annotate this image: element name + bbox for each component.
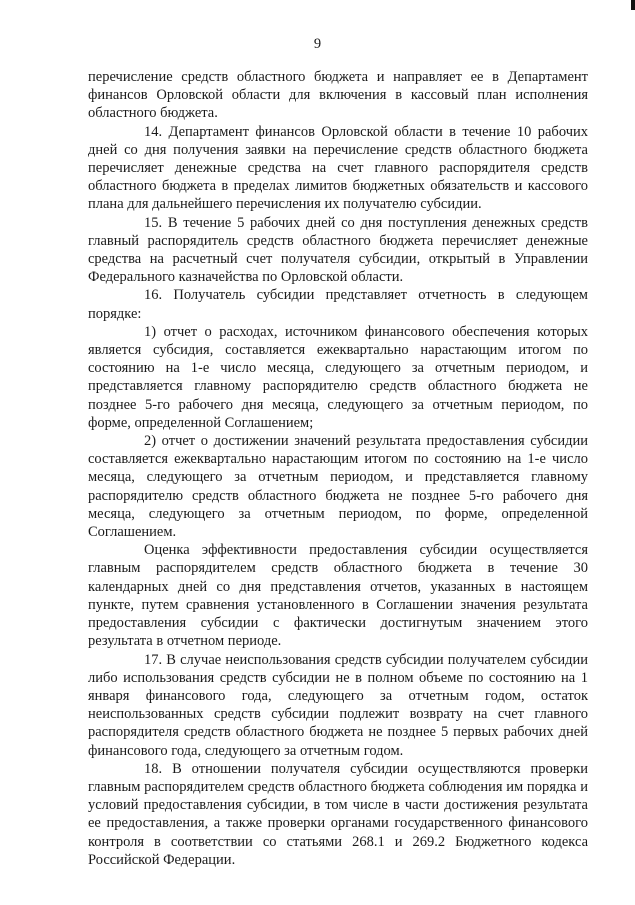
paragraph-clause-15: 15. В течение 5 рабочих дней со дня поступления денежных средств главный распорядитель средств областного бюджета перечисляет денежные средства на расчетный счет получателя субсидии, открытый в Управлении Федерального казначейства по Орловской области. xyxy=(88,214,588,286)
scan-corner-mark xyxy=(631,0,635,10)
paragraph-clause-17: 17. В случае неиспользования средств субсидии получателем субсидии либо использования средств субсидии не в полном объеме по состоянию на 1 января финансового года, следующего за отчетным годом, остаток неиспользованных средств субсидии подлежит возврату на счет главного распорядителя средств областного бюджета не позднее 5 первых рабочих дней финансового года, следующего за отчетным годом. xyxy=(88,651,588,759)
paragraph-clause-16-item-2: 2) отчет о достижении значений результата предоставления субсидии составляется ежеквартально нарастающим итогом по состоянию на 1-е число месяца, следующего за отчетным периодом, и представляется главному распорядителю средств областного бюджета не позднее 5-го рабочего дня месяца, следующего за отчетным периодом, по форме, определенной Соглашением. xyxy=(88,433,588,541)
paragraph-continuation: перечисление средств областного бюджета и направляет ее в Департамент финансов Орловской области для включения в кассовый план исполнения областного бюджета. xyxy=(88,69,588,122)
paragraph-clause-14: 14. Департамент финансов Орловской области в течение 10 рабочих дней со дня получения заявки на перечисление средств областного бюджета перечисляет денежные средства на счет главного распорядителя средств областного бюджета в пределах лимитов бюджетных обязательств и кассового плана для дальнейшего перечисления их получателю субсидии. xyxy=(88,123,588,213)
paragraph-evaluation: Оценка эффективности предоставления субсидии осуществляется главным распорядителем средств областного бюджета в течение 30 календарных дней со дня представления отчетов, указанных в настоящем пункте, путем сравнения установленного в Соглашении значения результата предоставления субсидии с фактически достигнутым значением этого результата в отчетном периоде. xyxy=(88,542,588,650)
page-number: 9 xyxy=(313,36,322,52)
paragraph-clause-18: 18. В отношении получателя субсидии осуществляются проверки главным распорядителем средств областного бюджета соблюдения им порядка и условий предоставления субсидии, в том числе в части достижения результата ее предоставления, а также проверки органами государственного финансового контроля в соответствии со статьями 268.1 и 269.2 Бюджетного кодекса Российской Федерации. xyxy=(88,760,588,868)
paragraph-clause-16-item-1: 1) отчет о расходах, источником финансового обеспечения которых является субсидия, составляется ежеквартально нарастающим итогом по состоянию на 1-е число месяца, следующего за отчетным периодом, и представляется главному распорядителю средств областного бюджета не позднее 5-го рабочего дня месяца, следующего за отчетным периодом, по форме, определенной Соглашением; xyxy=(88,323,588,431)
paragraph-clause-16: 16. Получатель субсидии представляет отчетность в следующем порядке: xyxy=(88,287,588,322)
document-body xyxy=(88,68,588,869)
